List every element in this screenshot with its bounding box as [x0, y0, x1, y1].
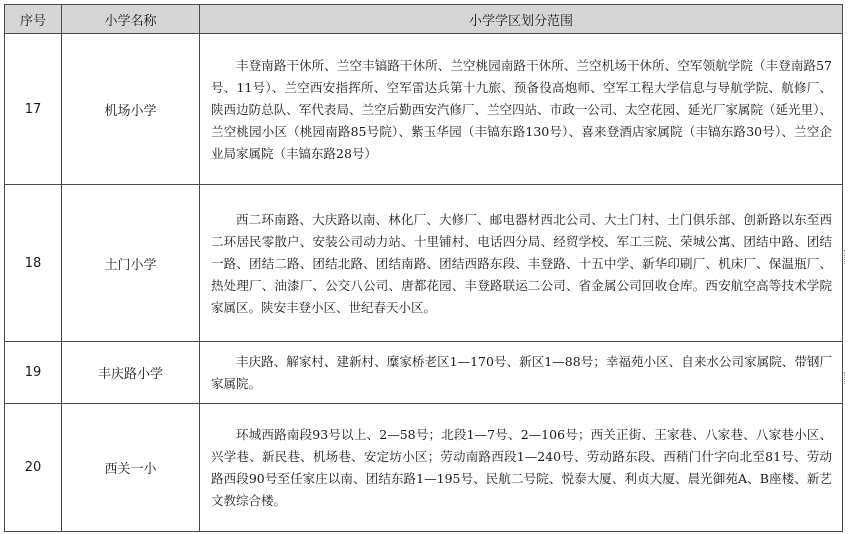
- table-header-row: [5, 5, 843, 34]
- school-name: 丰庆路小学: [62, 342, 200, 404]
- school-name: 西关一小: [62, 404, 200, 532]
- row-number: 20: [5, 404, 62, 532]
- table-row: [5, 34, 843, 185]
- header-district-scope: 小学学区划分范围: [200, 5, 843, 34]
- table-row: [5, 342, 843, 404]
- header-school-name: 小学名称: [62, 5, 200, 34]
- district-scope: 西二环南路、大庆路以南、林化厂、大修厂、邮电器材西北公司、大土门村、土门俱乐部、创新路以东至西二环居民零散户、安装公司动力站、十里铺村、电话四分局、经贸学校、军工三院、荣城公寓、团结中路、团结一路、团结二路、团结北路、团结南路、团结西路东段、丰登路、十五中学、新华印刷厂、机床厂、保温瓶厂、热处理厂、油漆厂、公交八公司、唐都花园、丰登路联运二公司、省金属公司回收仓库。西安航空高等技术学院家属区。陕安丰登小区、世纪春天小区。: [200, 185, 843, 342]
- row-number: 19: [5, 342, 62, 404]
- school-district-table: [4, 4, 843, 532]
- row-number: 18: [5, 185, 62, 342]
- table-row: [5, 185, 843, 342]
- header-number: 序号: [5, 5, 62, 34]
- scan-edge-mark: [844, 250, 849, 264]
- school-name: 土门小学: [62, 185, 200, 342]
- district-scope: 丰登南路干休所、兰空丰镐路干休所、兰空桃园南路干休所、兰空机场干休所、空军领航学院（丰登南路57号、11号）、兰空西安指挥所、空军雷达兵第十九旅、预备役高炮师、空军工程大学信息与导航学院、航修厂、陕西边防总队、军代表局、兰空后勤西安汽修厂、兰空四站、市政一公司、太空花园、延光厂家属院（延光里）、兰空桃园小区（桃园南路85号院）、紫玉华园（丰镐东路130号）、喜来登酒店家属院（丰镐东路30号）、兰空企业局家属院（丰镐东路28号）: [200, 34, 843, 185]
- district-scope: 丰庆路、解家村、建新村、糜家桥老区1—170号、新区1—88号；幸福苑小区、自来水公司家属院、带钢厂家属院。: [200, 342, 843, 404]
- row-number: 17: [5, 34, 62, 185]
- scan-edge-mark: [844, 372, 849, 384]
- district-scope: 环城西路南段93号以上、2—58号；北段1—7号、2—106号；西关正街、王家巷、八家巷、八家巷小区、兴学巷、新民巷、机场巷、安定坊小区；劳动南路西段1—240号、劳动路东段、西稍门什字向北至81号、劳动路西段90号至任家庄以南、团结东路1—195号、民航二号院、悦泰大厦、利贞大厦、晨光御苑A、B座楼、新艺文教综合楼。: [200, 404, 843, 532]
- school-name: 机场小学: [62, 34, 200, 185]
- table-row: [5, 404, 843, 532]
